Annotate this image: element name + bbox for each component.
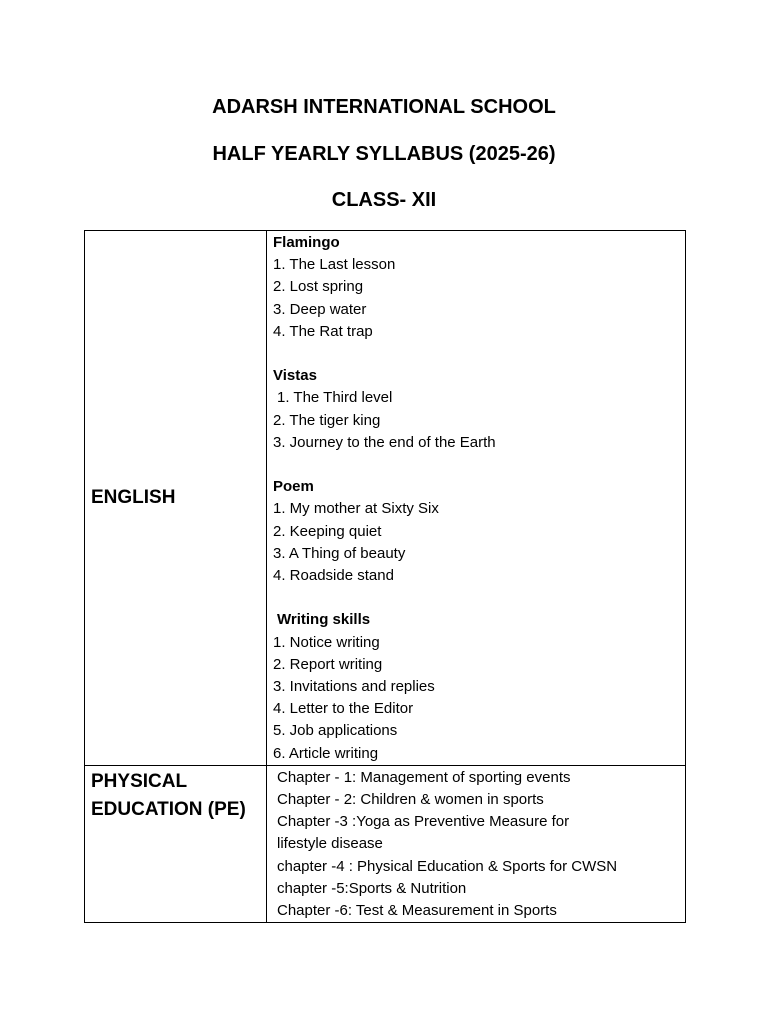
- list-item: Chapter -6: Test & Measurement in Sports: [277, 902, 557, 920]
- english-content-cell: [267, 231, 686, 766]
- list-item: 2. The tiger king: [273, 411, 381, 429]
- list-item: 4. Roadside stand: [273, 567, 394, 585]
- list-item: 3. Journey to the end of the Earth: [273, 433, 496, 451]
- list-item: 2. Lost spring: [273, 278, 364, 296]
- list-item: chapter -4 : Physical Education & Sports for CWSN: [277, 857, 618, 875]
- list-item: Chapter -3 :Yoga as Preventive Measure for lifestyle disease: [277, 813, 570, 853]
- pe-content-cell: [267, 765, 686, 922]
- section-title-vistas: Vistas: [273, 367, 317, 385]
- list-item: 4. The Rat trap: [273, 322, 373, 340]
- list-item: 1. The Third level: [277, 389, 393, 407]
- list-item: 6. Article writing: [273, 744, 379, 762]
- pe-subject-cell: [85, 765, 267, 922]
- list-item: chapter -5:Sports & Nutrition: [277, 879, 467, 897]
- english-subject-cell: [85, 231, 267, 766]
- list-item: 1. Notice writing: [273, 633, 380, 651]
- pe-subject-label-line2: EDUCATION (PE): [91, 798, 246, 820]
- pe-row: [85, 765, 686, 922]
- list-item: 4. Letter to the Editor: [273, 700, 414, 718]
- section-title-poem: Poem: [273, 478, 314, 496]
- list-item: 1. My mother at Sixty Six: [273, 500, 439, 518]
- syllabus-title: HALF YEARLY SYLLABUS (2025-26): [212, 143, 556, 165]
- syllabus-table: [84, 230, 686, 923]
- section-title-flamingo: Flamingo: [273, 234, 340, 251]
- list-item: 1. The Last lesson: [273, 256, 396, 274]
- list-item: Chapter - 2: Children & women in sports: [277, 791, 544, 809]
- school-title: ADARSH INTERNATIONAL SCHOOL: [212, 96, 556, 118]
- list-item: 3. Deep water: [273, 300, 367, 318]
- list-item: 3. Invitations and replies: [273, 678, 435, 696]
- list-item: Chapter - 1: Management of sporting events: [277, 768, 571, 786]
- class-title: CLASS- XII: [331, 189, 437, 211]
- section-title-writing-skills: Writing skills: [277, 611, 371, 629]
- list-item: 5. Job applications: [273, 722, 398, 740]
- english-subject-label: ENGLISH: [91, 486, 176, 508]
- english-row: [85, 231, 686, 766]
- pe-subject-label-line1: PHYSICAL: [91, 770, 188, 792]
- list-item: 2. Report writing: [273, 655, 383, 673]
- list-item: 3. A Thing of beauty: [273, 544, 406, 562]
- list-item: 2. Keeping quiet: [273, 522, 382, 540]
